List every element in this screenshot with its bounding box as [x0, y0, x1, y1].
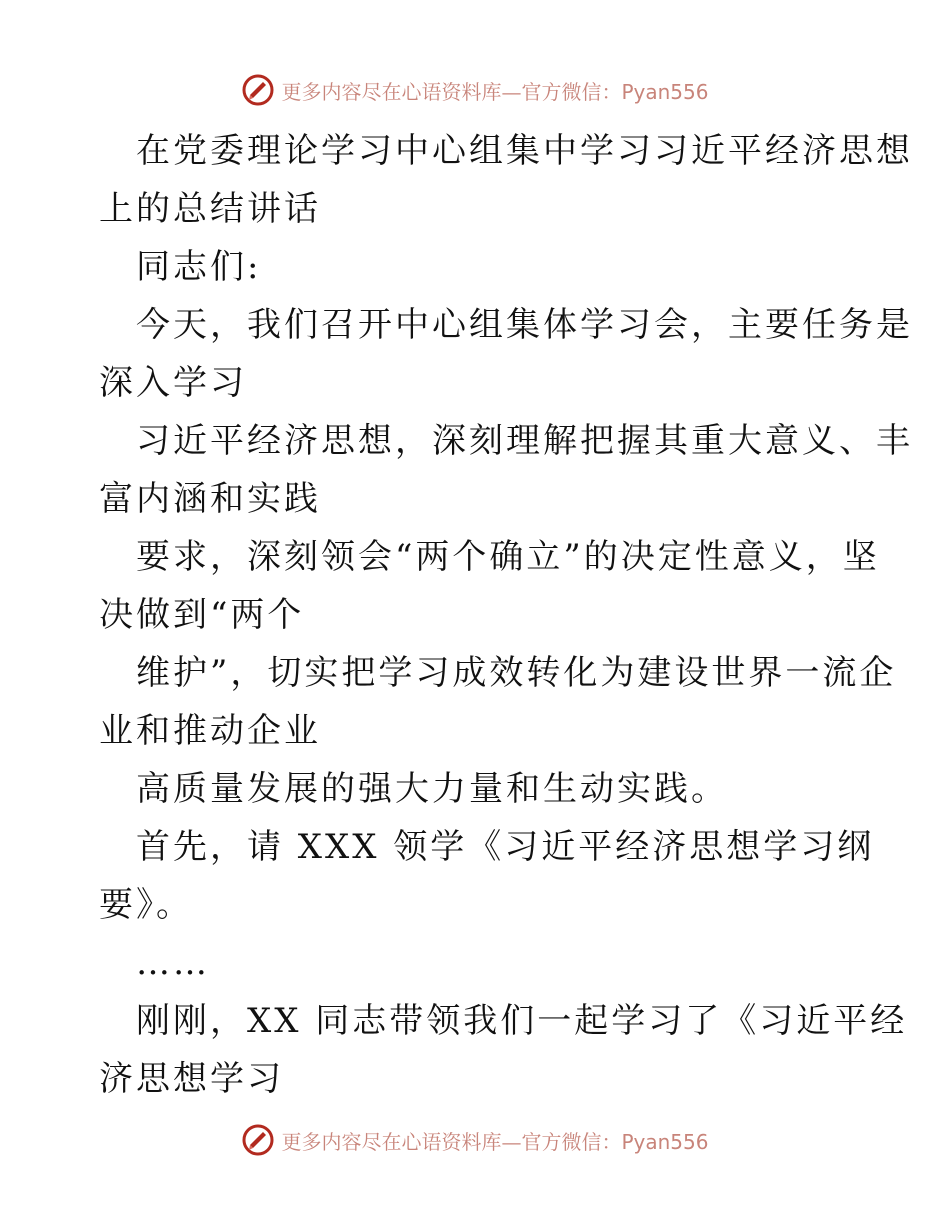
salutation: 同志们: — [136, 247, 262, 287]
ellipsis-line: …… — [136, 943, 210, 983]
title-line-2: 上的总结讲话 — [99, 189, 321, 229]
paragraph-line: 高质量发展的强大力量和生动实践。 — [136, 769, 728, 809]
banner-wechat: 官方微信：Pyan556 — [521, 79, 709, 104]
paragraph-line: 深入学习 — [99, 363, 247, 403]
header-banner — [0, 70, 950, 110]
paragraph-line: 首先，请 XXX 领学《习近平经济思想学习纲 — [136, 827, 875, 867]
paragraph-line: 维护”，切实把学习成效转化为建设世界一流企 — [136, 653, 897, 693]
document-body — [99, 122, 913, 1108]
paragraph-line: 刚刚，XX 同志带领我们一起学习了《习近平经 — [136, 1001, 908, 1041]
paragraph-line: 习近平经济思想，深刻理解把握其重大意义、丰 — [136, 421, 913, 461]
footer-banner — [0, 1120, 950, 1160]
paragraph-line: 富内涵和实践 — [99, 479, 321, 519]
paragraph-line: 今天，我们召开中心组集体学习会，主要任务是 — [136, 305, 913, 345]
paragraph-line: 济思想学习 — [99, 1059, 284, 1099]
paragraph-line: 业和推动企业 — [99, 711, 321, 751]
banner-text: 更多内容尽在心语资料库— — [281, 79, 522, 104]
paragraph-line: 决做到“两个 — [99, 595, 305, 635]
paragraph-line: 要》。 — [99, 885, 193, 925]
paragraph-line: 要求，深刻领会“两个确立”的决定性意义，坚 — [136, 537, 880, 577]
banner-text: 更多内容尽在心语资料库— — [281, 1129, 522, 1154]
logo-icon — [241, 1123, 275, 1157]
logo-icon — [241, 73, 275, 107]
banner-wechat: 官方微信：Pyan556 — [521, 1129, 709, 1154]
title-line-1: 在党委理论学习中心组集中学习习近平经济思想 — [136, 131, 913, 171]
